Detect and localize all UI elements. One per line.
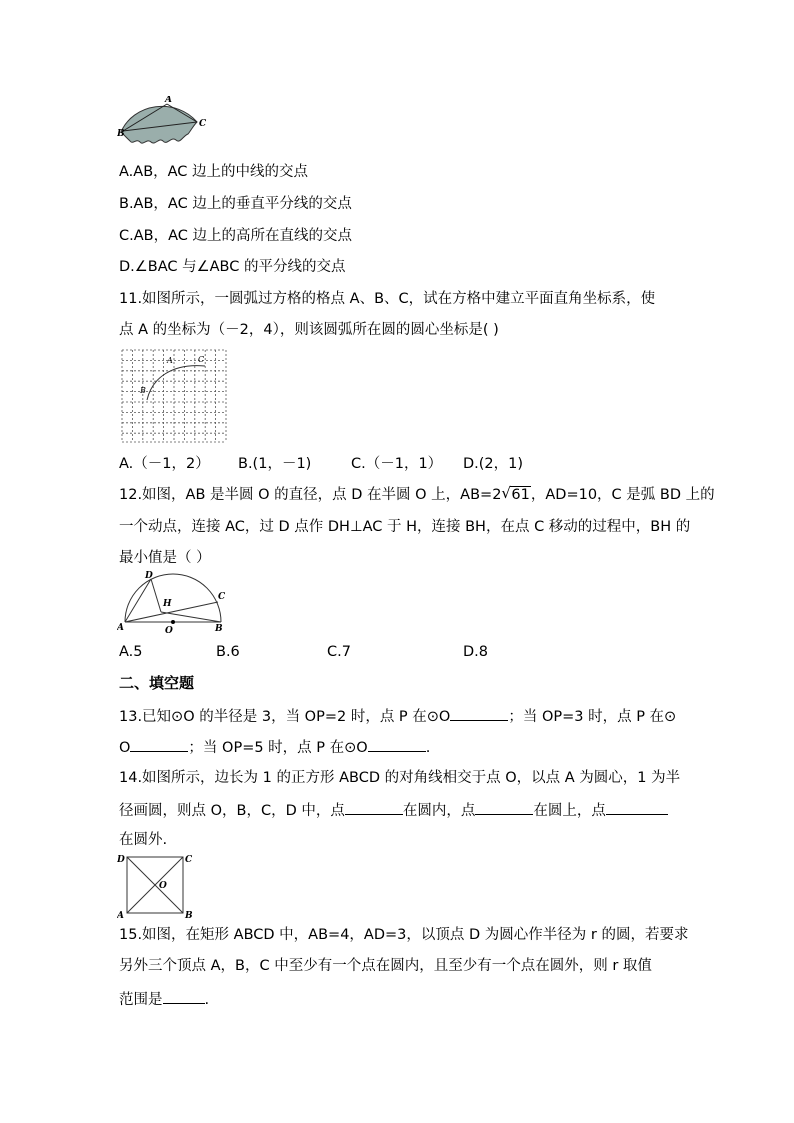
- q11-stem-line2: 点 A 的坐标为（－2，4），则该圆弧所在圆的圆心坐标是( ): [119, 322, 499, 338]
- q10-option-d: D.∠BAC 与∠ABC 的平分线的交点: [119, 259, 346, 275]
- q12-label-a: A: [117, 623, 124, 633]
- q12-stem-line3: 最小值是（ ）: [119, 550, 211, 566]
- q14-text-3: 在圆上，点: [533, 803, 606, 819]
- q14-label-d: D: [117, 855, 125, 865]
- q10-label-c: C: [199, 119, 207, 129]
- q14-stem-line2: [119, 800, 668, 820]
- q10-label-a: A: [165, 96, 172, 105]
- q14-label-a: A: [117, 911, 124, 918]
- q12-semicircle-figure: [117, 570, 229, 636]
- q13-blank-2[interactable]: [130, 737, 188, 752]
- q12-option-c: C.7: [327, 644, 351, 660]
- q12-option-b: B.6: [216, 644, 240, 660]
- q13-line1: [119, 706, 676, 726]
- q11-stem-line1: 11.如图所示，一圆弧过方格的格点 A、B、C，试在方格中建立平面直角坐标系，使: [119, 291, 656, 307]
- q11-option-a: A.（－1，2）: [119, 456, 210, 472]
- q14-blank-1[interactable]: [345, 800, 403, 815]
- q12-seg-ad: [125, 579, 151, 622]
- q10-option-b: B.AB，AC 边上的垂直平分线的交点: [119, 196, 352, 212]
- q14-text-1: 径画圆，则点 O，B，C，D 中，点: [119, 803, 345, 819]
- q12-option-d: D.8: [463, 644, 488, 660]
- q15-text-1: 范围是: [119, 992, 163, 1008]
- q11-label-b: B: [140, 386, 146, 395]
- q10-option-a: A.AB，AC 边上的中线的交点: [119, 164, 309, 180]
- q15-stem-line1: 15.如图，在矩形 ABCD 中，AB=4，AD=3，以顶点 D 为圆心作半径为 r 的圆，若要求: [119, 927, 689, 943]
- section-title: 二、填空题: [119, 674, 195, 692]
- q11-option-c: C.（－1，1）: [351, 456, 443, 472]
- q14-blank-3[interactable]: [606, 800, 668, 815]
- q12-stem-pre: 12.如图，AB 是半圆 O 的直径，点 D 在半圆 O 上，AB=2: [119, 487, 502, 503]
- q12-stem-line2: 一个动点，连接 AC，过 D 点作 DH⊥AC 于 H，连接 BH，在点 C 移动的过程中，BH 的: [119, 519, 691, 535]
- q14-label-o: O: [159, 881, 167, 891]
- q14-label-c: C: [185, 855, 193, 865]
- q11-option-d: D.(2，1): [463, 456, 524, 472]
- q12-seg-bh: [161, 612, 221, 622]
- q15-stem-line3: [119, 989, 209, 1009]
- q12-sqrt: √ 61: [501, 484, 530, 503]
- q13-blank-1[interactable]: [450, 706, 508, 721]
- q12-label-b: B: [215, 624, 223, 634]
- q10-option-c: C.AB，AC 边上的高所在直线的交点: [119, 228, 352, 244]
- q12-stem-post: ，AD=10，C 是弧 BD 上的: [530, 487, 715, 503]
- q12-label-c: C: [218, 592, 226, 602]
- q15-text-2: .: [204, 992, 210, 1008]
- q12-seg-dh: [151, 579, 161, 612]
- q10-figure: [117, 96, 209, 148]
- q15-blank-1[interactable]: [163, 989, 205, 1004]
- q13-line2: [119, 737, 430, 757]
- q12-label-d: D: [145, 571, 153, 581]
- q12-sqrt-value: 61: [511, 487, 530, 503]
- q13-text-1: 13.已知⊙O 的半径是 3，当 OP=2 时，点 P 在⊙O: [119, 709, 451, 725]
- q14-stem-line3: 在圆外.: [119, 832, 168, 848]
- q10-label-b: B: [117, 129, 125, 139]
- q11-grid-figure: [120, 348, 230, 444]
- q14-blank-2[interactable]: [475, 800, 533, 815]
- q14-stem-line1: 14.如图所示，边长为 1 的正方形 ABCD 的对角线相交于点 O，以点 A 为圆心，1 为半: [119, 770, 681, 786]
- q11-option-b: B.(1，－1): [238, 456, 312, 472]
- q13-text-5: .: [425, 740, 431, 756]
- q11-label-a: A: [167, 356, 173, 365]
- q13-text-4: ；当 OP=5 时，点 P 在⊙O: [188, 740, 368, 756]
- q12-option-a: A.5: [119, 644, 143, 660]
- q15-stem-line2: 另外三个顶点 A，B，C 中至少有一个点在圆内，且至少有一个点在圆外，则 r 取值: [119, 958, 652, 974]
- q12-label-h: H: [163, 599, 172, 609]
- q12-center-point: [171, 620, 175, 624]
- q14-text-2: 在圆内，点: [402, 803, 476, 819]
- q14-label-b: B: [185, 911, 193, 918]
- q12-label-o: O: [165, 626, 173, 636]
- q13-text-2: ；当 OP=3 时，点 P 在⊙: [508, 709, 677, 725]
- q13-blank-3[interactable]: [368, 737, 426, 752]
- q12-stem-line1: [119, 486, 715, 504]
- q11-label-c: C: [198, 355, 205, 364]
- q13-text-3: O: [119, 740, 131, 756]
- q14-square-figure: [117, 852, 197, 918]
